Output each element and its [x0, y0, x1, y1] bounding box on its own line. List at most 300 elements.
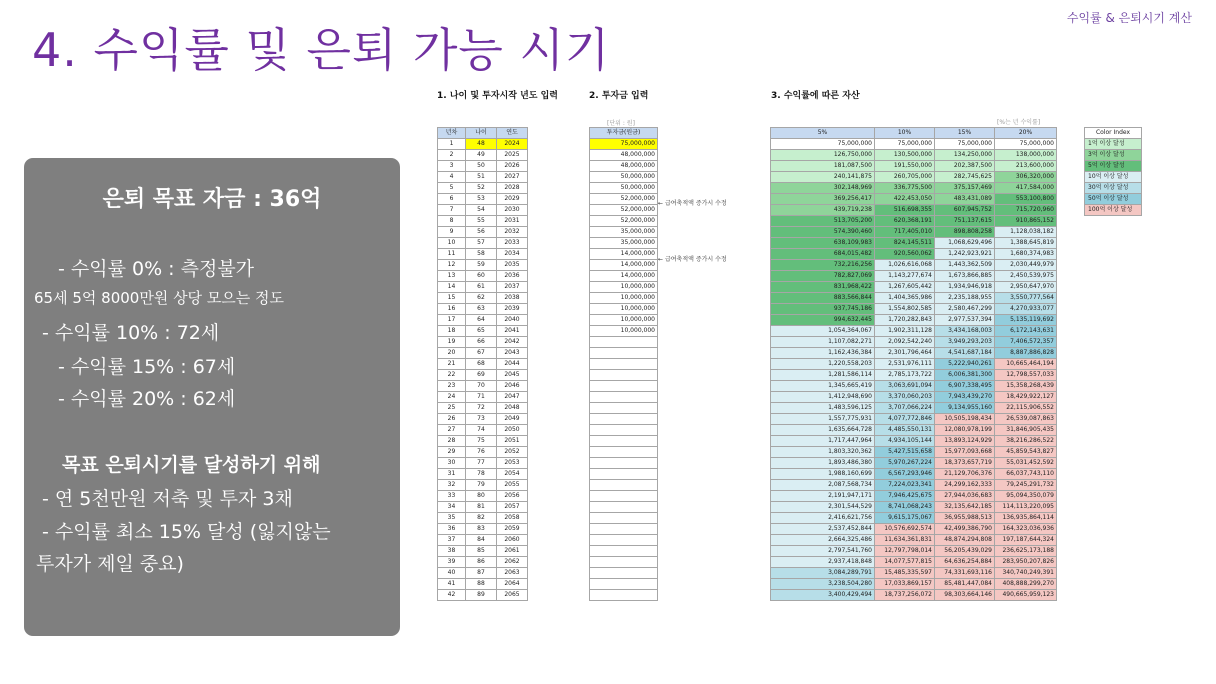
principal-cell[interactable]	[590, 392, 658, 403]
principal-cell[interactable]: 48,000,000	[590, 161, 658, 172]
asset-10pct-cell: 260,705,000	[875, 172, 935, 183]
age-cell[interactable]: 68	[466, 359, 497, 370]
age-cell[interactable]: 81	[466, 502, 497, 513]
asset-20pct-cell: 2,450,539,975	[995, 271, 1057, 282]
salary-annotation-2: ← 급여축적액 증가시 수정	[658, 256, 727, 263]
table-row	[438, 216, 528, 227]
year-index-cell[interactable]: 39	[438, 557, 466, 568]
principal-cell[interactable]: 35,000,000	[590, 227, 658, 238]
year-index-cell[interactable]: 26	[438, 414, 466, 425]
table-row	[771, 436, 1057, 447]
year-index-cell[interactable]: 34	[438, 502, 466, 513]
table-row	[771, 491, 1057, 502]
legend-row	[1085, 150, 1142, 161]
age-cell[interactable]: 88	[466, 579, 497, 590]
year-cell[interactable]: 2057	[497, 502, 528, 513]
year-cell[interactable]: 2048	[497, 403, 528, 414]
asset-15pct-cell: 36,955,988,513	[935, 513, 995, 524]
principal-cell[interactable]: 10,000,000	[590, 304, 658, 315]
year-index-cell[interactable]: 14	[438, 282, 466, 293]
year-index-cell[interactable]: 15	[438, 293, 466, 304]
asset-20pct-cell: 31,846,905,435	[995, 425, 1057, 436]
age-cell[interactable]: 71	[466, 392, 497, 403]
asset-10pct-cell: 1,267,605,442	[875, 282, 935, 293]
age-cell[interactable]: 53	[466, 194, 497, 205]
asset-10pct-cell: 7,224,023,341	[875, 480, 935, 491]
year-index-cell[interactable]: 4	[438, 172, 466, 183]
col-header-15pct: 15%	[935, 128, 995, 139]
asset-20pct-cell: 283,950,207,826	[995, 557, 1057, 568]
summary-strategy-1: - 연 5천만원 저축 및 투자 3채	[42, 488, 293, 510]
principal-cell[interactable]: 14,000,000	[590, 249, 658, 260]
principal-cell[interactable]	[590, 502, 658, 513]
table-row	[438, 370, 528, 381]
table-row	[771, 194, 1057, 205]
age-cell[interactable]: 65	[466, 326, 497, 337]
table-row	[590, 282, 658, 293]
year-cell[interactable]: 2035	[497, 260, 528, 271]
year-index-cell[interactable]: 42	[438, 590, 466, 601]
table-row	[590, 326, 658, 337]
year-cell[interactable]: 2024	[497, 139, 528, 150]
age-cell[interactable]: 86	[466, 557, 497, 568]
col-header-age: 나이	[466, 128, 497, 139]
age-cell[interactable]: 55	[466, 216, 497, 227]
asset-10pct-cell: 5,427,515,658	[875, 447, 935, 458]
asset-15pct-cell: 2,235,188,955	[935, 293, 995, 304]
principal-cell[interactable]: 14,000,000	[590, 271, 658, 282]
year-cell[interactable]: 2030	[497, 205, 528, 216]
principal-cell[interactable]	[590, 480, 658, 491]
table-row	[438, 568, 528, 579]
table-row	[438, 359, 528, 370]
principal-cell[interactable]	[590, 403, 658, 414]
legend-item: 5억 이상 달성	[1085, 161, 1142, 172]
legend-row	[1085, 139, 1142, 150]
asset-15pct-cell: 10,505,198,434	[935, 414, 995, 425]
age-cell[interactable]: 70	[466, 381, 497, 392]
asset-10pct-cell: 1,902,311,128	[875, 326, 935, 337]
age-cell[interactable]: 89	[466, 590, 497, 601]
principal-cell[interactable]	[590, 491, 658, 502]
asset-20pct-cell: 79,245,291,732	[995, 480, 1057, 491]
age-cell[interactable]: 80	[466, 491, 497, 502]
salary-annotation-1-text: 급여축적액 증가시 수정	[664, 200, 727, 207]
table-row	[771, 403, 1057, 414]
asset-20pct-cell: 3,550,777,564	[995, 293, 1057, 304]
asset-20pct-cell: 2,950,647,970	[995, 282, 1057, 293]
asset-15pct-cell: 24,299,162,333	[935, 480, 995, 491]
year-cell[interactable]: 2025	[497, 150, 528, 161]
year-cell[interactable]: 2055	[497, 480, 528, 491]
principal-cell[interactable]: 10,000,000	[590, 326, 658, 337]
year-index-cell[interactable]: 22	[438, 370, 466, 381]
age-cell[interactable]: 59	[466, 260, 497, 271]
year-index-cell[interactable]: 41	[438, 579, 466, 590]
year-index-cell[interactable]: 9	[438, 227, 466, 238]
year-cell[interactable]: 2056	[497, 491, 528, 502]
asset-15pct-cell: 13,893,124,929	[935, 436, 995, 447]
age-cell[interactable]: 63	[466, 304, 497, 315]
principal-cell[interactable]	[590, 414, 658, 425]
table-row	[438, 205, 528, 216]
year-cell[interactable]: 2031	[497, 216, 528, 227]
year-index-cell[interactable]: 16	[438, 304, 466, 315]
table-row	[590, 150, 658, 161]
year-cell[interactable]: 2062	[497, 557, 528, 568]
age-cell[interactable]: 87	[466, 568, 497, 579]
year-index-cell[interactable]: 1	[438, 139, 466, 150]
year-cell[interactable]: 2026	[497, 161, 528, 172]
table-row	[771, 282, 1057, 293]
asset-15pct-cell: 375,157,469	[935, 183, 995, 194]
principal-cell[interactable]: 52,000,000	[590, 194, 658, 205]
table-row	[771, 315, 1057, 326]
asset-10pct-cell: 1,720,282,843	[875, 315, 935, 326]
principal-cell[interactable]: 14,000,000	[590, 260, 658, 271]
table-row	[590, 469, 658, 480]
table-row	[771, 513, 1057, 524]
table-row	[438, 139, 528, 150]
year-cell[interactable]: 2041	[497, 326, 528, 337]
summary-line-10pct: - 수익률 10% : 72세	[42, 322, 220, 344]
year-index-cell[interactable]: 33	[438, 491, 466, 502]
page-title: 4. 수익률 및 은퇴 가능 시기	[32, 23, 611, 77]
asset-15pct-cell: 751,137,615	[935, 216, 995, 227]
table-row	[771, 337, 1057, 348]
asset-20pct-cell: 114,113,220,095	[995, 502, 1057, 513]
year-cell[interactable]: 2044	[497, 359, 528, 370]
year-index-cell[interactable]: 28	[438, 436, 466, 447]
year-index-cell[interactable]: 11	[438, 249, 466, 260]
principal-cell[interactable]	[590, 469, 658, 480]
asset-20pct-cell: 138,000,000	[995, 150, 1057, 161]
principal-cell[interactable]: 75,000,000	[590, 139, 658, 150]
year-cell[interactable]: 2060	[497, 535, 528, 546]
asset-15pct-cell: 21,129,706,376	[935, 469, 995, 480]
year-index-cell[interactable]: 17	[438, 315, 466, 326]
asset-5pct-cell: 2,937,418,848	[771, 557, 875, 568]
table-row	[438, 403, 528, 414]
table-row	[438, 469, 528, 480]
asset-10pct-cell: 3,707,066,224	[875, 403, 935, 414]
year-index-cell[interactable]: 38	[438, 546, 466, 557]
year-index-cell[interactable]: 2	[438, 150, 466, 161]
asset-5pct-cell: 994,632,445	[771, 315, 875, 326]
asset-20pct-cell: 22,115,906,552	[995, 403, 1057, 414]
asset-10pct-cell: 7,946,425,675	[875, 491, 935, 502]
year-cell[interactable]: 2053	[497, 458, 528, 469]
age-cell[interactable]: 74	[466, 425, 497, 436]
year-cell[interactable]: 2063	[497, 568, 528, 579]
principal-cell[interactable]: 50,000,000	[590, 183, 658, 194]
year-index-cell[interactable]: 13	[438, 271, 466, 282]
year-index-cell[interactable]: 7	[438, 205, 466, 216]
asset-10pct-cell: 11,634,361,831	[875, 535, 935, 546]
year-cell[interactable]: 2038	[497, 293, 528, 304]
asset-15pct-cell: 75,000,000	[935, 139, 995, 150]
asset-15pct-cell: 1,443,362,509	[935, 260, 995, 271]
year-cell[interactable]: 2043	[497, 348, 528, 359]
principal-cell[interactable]: 35,000,000	[590, 238, 658, 249]
table-row	[771, 227, 1057, 238]
year-cell[interactable]: 2042	[497, 337, 528, 348]
asset-5pct-cell: 2,797,541,760	[771, 546, 875, 557]
asset-10pct-cell: 191,550,000	[875, 161, 935, 172]
table-row	[771, 139, 1057, 150]
asset-5pct-cell: 126,750,000	[771, 150, 875, 161]
age-cell[interactable]: 75	[466, 436, 497, 447]
asset-5pct-cell: 1,412,948,690	[771, 392, 875, 403]
age-cell[interactable]: 66	[466, 337, 497, 348]
table-row	[590, 183, 658, 194]
principal-cell[interactable]: 48,000,000	[590, 150, 658, 161]
asset-5pct-cell: 574,390,460	[771, 227, 875, 238]
principal-cell[interactable]	[590, 447, 658, 458]
year-index-cell[interactable]: 24	[438, 392, 466, 403]
asset-10pct-cell: 3,063,691,094	[875, 381, 935, 392]
col-header-principal: 투자금(원금)	[590, 128, 658, 139]
asset-5pct-cell: 1,557,775,931	[771, 414, 875, 425]
principal-cell[interactable]: 52,000,000	[590, 205, 658, 216]
year-index-cell[interactable]: 31	[438, 469, 466, 480]
age-cell[interactable]: 48	[466, 139, 497, 150]
age-cell[interactable]: 67	[466, 348, 497, 359]
asset-20pct-cell: 95,094,350,079	[995, 491, 1057, 502]
principal-cell[interactable]	[590, 546, 658, 557]
principal-cell[interactable]	[590, 524, 658, 535]
year-index-cell[interactable]: 29	[438, 447, 466, 458]
principal-cell[interactable]	[590, 513, 658, 524]
principal-cell[interactable]	[590, 370, 658, 381]
asset-10pct-cell: 336,775,500	[875, 183, 935, 194]
age-cell[interactable]: 82	[466, 513, 497, 524]
table-row	[590, 579, 658, 590]
asset-15pct-cell: 48,874,294,808	[935, 535, 995, 546]
table-row	[590, 502, 658, 513]
year-index-cell[interactable]: 6	[438, 194, 466, 205]
table-row	[590, 315, 658, 326]
asset-10pct-cell: 2,092,542,240	[875, 337, 935, 348]
year-cell[interactable]: 2058	[497, 513, 528, 524]
asset-5pct-cell: 369,256,417	[771, 194, 875, 205]
asset-10pct-cell: 1,026,616,068	[875, 260, 935, 271]
retirement-goal: 은퇴 목표 자금 : 36억	[102, 187, 322, 212]
age-cell[interactable]: 50	[466, 161, 497, 172]
asset-15pct-cell: 607,945,752	[935, 205, 995, 216]
age-cell[interactable]: 73	[466, 414, 497, 425]
asset-20pct-cell: 18,429,922,127	[995, 392, 1057, 403]
table-row	[590, 480, 658, 491]
col-header-5pct: 5%	[771, 128, 875, 139]
table-row	[771, 535, 1057, 546]
principal-cell[interactable]	[590, 348, 658, 359]
year-cell[interactable]: 2033	[497, 238, 528, 249]
year-index-cell[interactable]: 10	[438, 238, 466, 249]
asset-10pct-cell: 2,531,976,111	[875, 359, 935, 370]
table-row	[771, 414, 1057, 425]
age-cell[interactable]: 79	[466, 480, 497, 491]
year-cell[interactable]: 2040	[497, 315, 528, 326]
table-row	[771, 469, 1057, 480]
age-cell[interactable]: 51	[466, 172, 497, 183]
age-cell[interactable]: 56	[466, 227, 497, 238]
asset-5pct-cell: 782,827,069	[771, 271, 875, 282]
principal-cell[interactable]	[590, 425, 658, 436]
asset-20pct-cell: 66,037,743,110	[995, 469, 1057, 480]
year-cell[interactable]: 2028	[497, 183, 528, 194]
age-cell[interactable]: 62	[466, 293, 497, 304]
year-index-cell[interactable]: 30	[438, 458, 466, 469]
table-row	[590, 216, 658, 227]
year-index-cell[interactable]: 18	[438, 326, 466, 337]
age-cell[interactable]: 60	[466, 271, 497, 282]
table-row	[590, 590, 658, 601]
year-index-cell[interactable]: 5	[438, 183, 466, 194]
age-year-table	[437, 127, 528, 601]
asset-15pct-cell: 282,745,625	[935, 172, 995, 183]
year-cell[interactable]: 2059	[497, 524, 528, 535]
legend-item: 30억 이상 달성	[1085, 183, 1142, 194]
asset-5pct-cell: 181,087,500	[771, 161, 875, 172]
table-row	[438, 524, 528, 535]
age-cell[interactable]: 54	[466, 205, 497, 216]
asset-20pct-cell: 4,270,933,077	[995, 304, 1057, 315]
table-row	[590, 403, 658, 414]
principal-cell[interactable]: 50,000,000	[590, 172, 658, 183]
year-cell[interactable]: 2065	[497, 590, 528, 601]
age-cell[interactable]: 61	[466, 282, 497, 293]
col-header-year: 연도	[497, 128, 528, 139]
legend-item: 100억 이상 달성	[1085, 205, 1142, 216]
year-cell[interactable]: 2037	[497, 282, 528, 293]
year-cell[interactable]: 2061	[497, 546, 528, 557]
year-cell[interactable]: 2045	[497, 370, 528, 381]
year-index-cell[interactable]: 25	[438, 403, 466, 414]
asset-15pct-cell: 4,541,687,184	[935, 348, 995, 359]
principal-cell[interactable]	[590, 579, 658, 590]
year-cell[interactable]: 2034	[497, 249, 528, 260]
year-index-cell[interactable]: 27	[438, 425, 466, 436]
principal-cell[interactable]	[590, 568, 658, 579]
year-index-cell[interactable]: 36	[438, 524, 466, 535]
principal-cell[interactable]	[590, 458, 658, 469]
table-row	[438, 337, 528, 348]
asset-5pct-cell: 937,745,186	[771, 304, 875, 315]
year-cell[interactable]: 2047	[497, 392, 528, 403]
principal-cell[interactable]	[590, 590, 658, 601]
asset-10pct-cell: 4,934,105,144	[875, 436, 935, 447]
year-cell[interactable]: 2050	[497, 425, 528, 436]
legend-row	[1085, 183, 1142, 194]
age-cell[interactable]: 85	[466, 546, 497, 557]
year-index-cell[interactable]: 20	[438, 348, 466, 359]
table-row	[438, 535, 528, 546]
age-cell[interactable]: 76	[466, 447, 497, 458]
year-cell[interactable]: 2064	[497, 579, 528, 590]
age-cell[interactable]: 57	[466, 238, 497, 249]
year-cell[interactable]: 2027	[497, 172, 528, 183]
unit-note: [단위 : 원]	[607, 120, 635, 127]
table-row	[590, 139, 658, 150]
principal-cell[interactable]	[590, 381, 658, 392]
year-index-cell[interactable]: 40	[438, 568, 466, 579]
year-cell[interactable]: 2046	[497, 381, 528, 392]
year-cell[interactable]: 2032	[497, 227, 528, 238]
principal-cell[interactable]: 10,000,000	[590, 282, 658, 293]
principal-cell[interactable]	[590, 337, 658, 348]
age-cell[interactable]: 49	[466, 150, 497, 161]
asset-5pct-cell: 684,015,482	[771, 249, 875, 260]
asset-10pct-cell: 620,368,191	[875, 216, 935, 227]
asset-20pct-cell: 417,584,000	[995, 183, 1057, 194]
year-cell[interactable]: 2054	[497, 469, 528, 480]
table-row	[438, 579, 528, 590]
legend-row	[1085, 205, 1142, 216]
asset-10pct-cell: 3,370,060,203	[875, 392, 935, 403]
year-index-cell[interactable]: 23	[438, 381, 466, 392]
year-cell[interactable]: 2039	[497, 304, 528, 315]
table-row	[771, 150, 1057, 161]
year-index-cell[interactable]: 12	[438, 260, 466, 271]
age-cell[interactable]: 52	[466, 183, 497, 194]
year-cell[interactable]: 2049	[497, 414, 528, 425]
table-row	[771, 348, 1057, 359]
age-cell[interactable]: 69	[466, 370, 497, 381]
asset-10pct-cell: 1,554,802,585	[875, 304, 935, 315]
asset-5pct-cell: 302,148,969	[771, 183, 875, 194]
age-cell[interactable]: 83	[466, 524, 497, 535]
asset-20pct-cell: 910,865,152	[995, 216, 1057, 227]
asset-15pct-cell: 15,977,093,668	[935, 447, 995, 458]
age-cell[interactable]: 77	[466, 458, 497, 469]
asset-15pct-cell: 6,006,381,300	[935, 370, 995, 381]
year-index-cell[interactable]: 19	[438, 337, 466, 348]
year-index-cell[interactable]: 32	[438, 480, 466, 491]
asset-10pct-cell: 516,698,355	[875, 205, 935, 216]
principal-cell[interactable]: 52,000,000	[590, 216, 658, 227]
table-row	[771, 359, 1057, 370]
principal-cell[interactable]: 10,000,000	[590, 293, 658, 304]
year-cell[interactable]: 2036	[497, 271, 528, 282]
principal-cell[interactable]	[590, 557, 658, 568]
asset-5pct-cell: 2,087,568,734	[771, 480, 875, 491]
age-cell[interactable]: 58	[466, 249, 497, 260]
asset-10pct-cell: 824,145,511	[875, 238, 935, 249]
year-index-cell[interactable]: 8	[438, 216, 466, 227]
year-index-cell[interactable]: 21	[438, 359, 466, 370]
asset-5pct-cell: 1,345,665,419	[771, 381, 875, 392]
year-index-cell[interactable]: 35	[438, 513, 466, 524]
principal-cell[interactable]	[590, 535, 658, 546]
principal-cell[interactable]	[590, 436, 658, 447]
age-cell[interactable]: 84	[466, 535, 497, 546]
age-cell[interactable]: 72	[466, 403, 497, 414]
year-cell[interactable]: 2052	[497, 447, 528, 458]
principal-cell[interactable]	[590, 359, 658, 370]
table-row	[590, 370, 658, 381]
legend-item: 50억 이상 달성	[1085, 194, 1142, 205]
year-index-cell[interactable]: 37	[438, 535, 466, 546]
year-index-cell[interactable]: 3	[438, 161, 466, 172]
age-cell[interactable]: 78	[466, 469, 497, 480]
year-cell[interactable]: 2051	[497, 436, 528, 447]
table-row	[590, 414, 658, 425]
asset-15pct-cell: 42,499,386,790	[935, 524, 995, 535]
year-cell[interactable]: 2029	[497, 194, 528, 205]
principal-cell[interactable]: 10,000,000	[590, 315, 658, 326]
age-cell[interactable]: 64	[466, 315, 497, 326]
